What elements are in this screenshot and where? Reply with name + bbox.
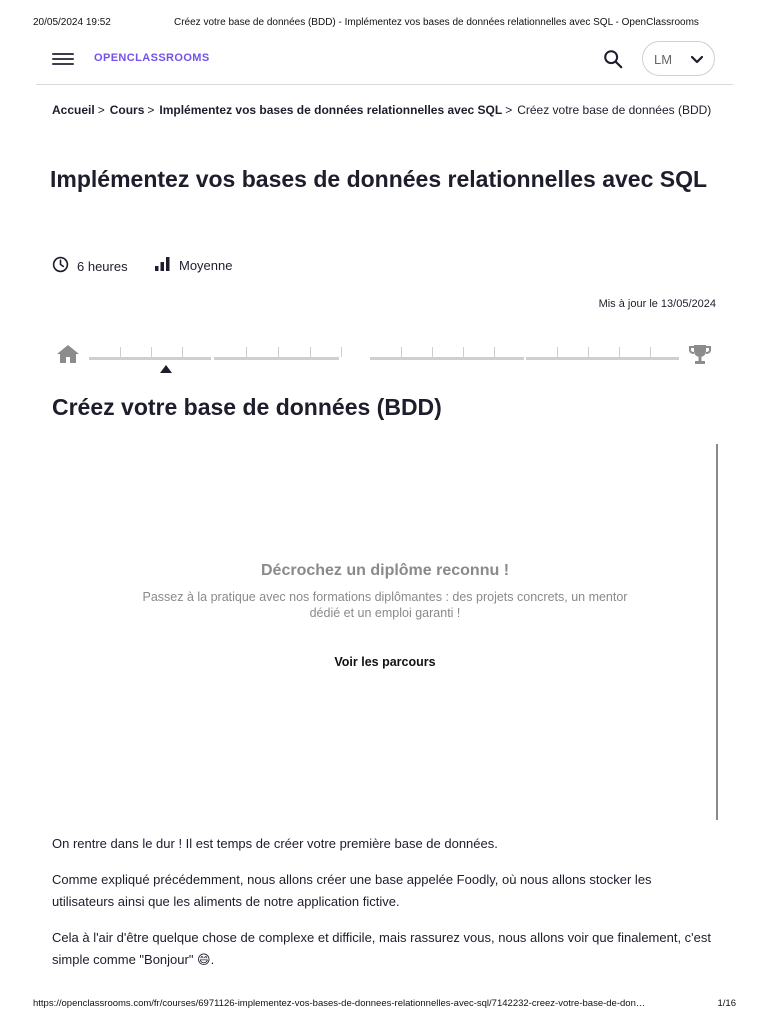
print-page-number: 1/16 [717, 998, 736, 1009]
duration-text: 6 heures [77, 258, 128, 274]
progress-tick [650, 347, 651, 357]
user-menu-button[interactable] [642, 41, 715, 76]
progress-tick [588, 347, 589, 357]
print-url: https://openclassrooms.com/fr/courses/6971126-implementez-vos-bases-de-donnees-relationnelles-avec-sql/7142232-creez-votre-base-de-don… [33, 998, 646, 1009]
breadcrumb-separator: > [147, 103, 155, 117]
print-footer [0, 998, 768, 1012]
progress-tick [341, 347, 342, 357]
print-date: 20/05/2024 19:52 [33, 17, 111, 28]
chevron-down-icon [690, 53, 704, 71]
user-avatar-initials: LM [654, 52, 673, 67]
home-icon[interactable] [56, 343, 80, 370]
progress-tick [557, 347, 558, 357]
progress-tick [246, 347, 247, 357]
promo-cta-link[interactable]: Voir les parcours [334, 655, 436, 669]
promo-title: Décrochez un diplôme reconnu ! [260, 562, 510, 579]
progress-part[interactable] [214, 357, 339, 360]
breadcrumb-separator: > [505, 103, 513, 117]
promo-banner [52, 444, 718, 822]
breadcrumb-home[interactable]: Accueil [52, 103, 95, 117]
level-bars-icon [154, 256, 179, 275]
breadcrumb-courses[interactable]: Cours [109, 103, 145, 117]
top-navbar [36, 40, 733, 85]
progress-part[interactable] [526, 357, 679, 360]
progress-tick [182, 347, 183, 357]
progress-part[interactable] [370, 357, 524, 360]
print-document-title: Créez votre base de données (BDD) - Implémentez vos bases de données relationnelles avec SQL - OpenClassrooms [174, 17, 699, 28]
course-title: Implémentez vos bases de données relationnelles avec SQL [50, 166, 708, 192]
breadcrumb [52, 103, 711, 117]
breadcrumb-course[interactable]: Implémentez vos bases de données relationnelles avec SQL [159, 103, 503, 117]
progress-tick [463, 347, 464, 357]
level-text: Moyenne [179, 258, 233, 273]
progress-part[interactable] [89, 357, 211, 360]
trophy-icon[interactable] [688, 343, 712, 370]
breadcrumb-current: Créez votre base de données (BDD) [517, 103, 712, 117]
progress-tick [151, 347, 152, 357]
current-position-marker [160, 365, 172, 373]
progress-tick [310, 347, 311, 357]
promo-text: Passez à la pratique avec nos formations diplômantes : des projets concrets, un mentor dédié et un emploi garanti ! [142, 590, 628, 620]
paragraph: Comme expliqué précédemment, nous allons créer une base appelée Foodly, où nous allons stocker les utilisateurs ainsi que les aliments de notre application fictive. [52, 872, 652, 909]
course-level [154, 256, 232, 275]
progress-tick [432, 347, 433, 357]
progress-tick [494, 347, 495, 357]
course-progress-track [56, 343, 716, 373]
progress-tick [278, 347, 279, 357]
paragraph: Cela à l'air d'être quelque chose de complexe et difficile, mais rassurez vous, nous allons voir que finalement, c'est simple comme "Bonjour" 😄. [52, 930, 711, 967]
breadcrumb-separator: > [97, 103, 105, 117]
updated-date: Mis à jour le 13/05/2024 [598, 298, 716, 310]
hamburger-menu-icon[interactable] [52, 50, 74, 68]
promo-scroll-bar [716, 444, 718, 820]
paragraph: On rentre dans le dur ! Il est temps de créer votre première base de données. [52, 836, 498, 851]
openclassrooms-logo[interactable]: OPENCLASSROOMS [94, 52, 210, 64]
chapter-title: Créez votre base de données (BDD) [52, 394, 442, 420]
clock-icon [52, 256, 77, 276]
progress-tick [401, 347, 402, 357]
progress-tick [619, 347, 620, 357]
print-header [0, 17, 768, 31]
progress-tick [120, 347, 121, 357]
course-duration [52, 256, 128, 276]
search-icon[interactable] [602, 48, 626, 72]
